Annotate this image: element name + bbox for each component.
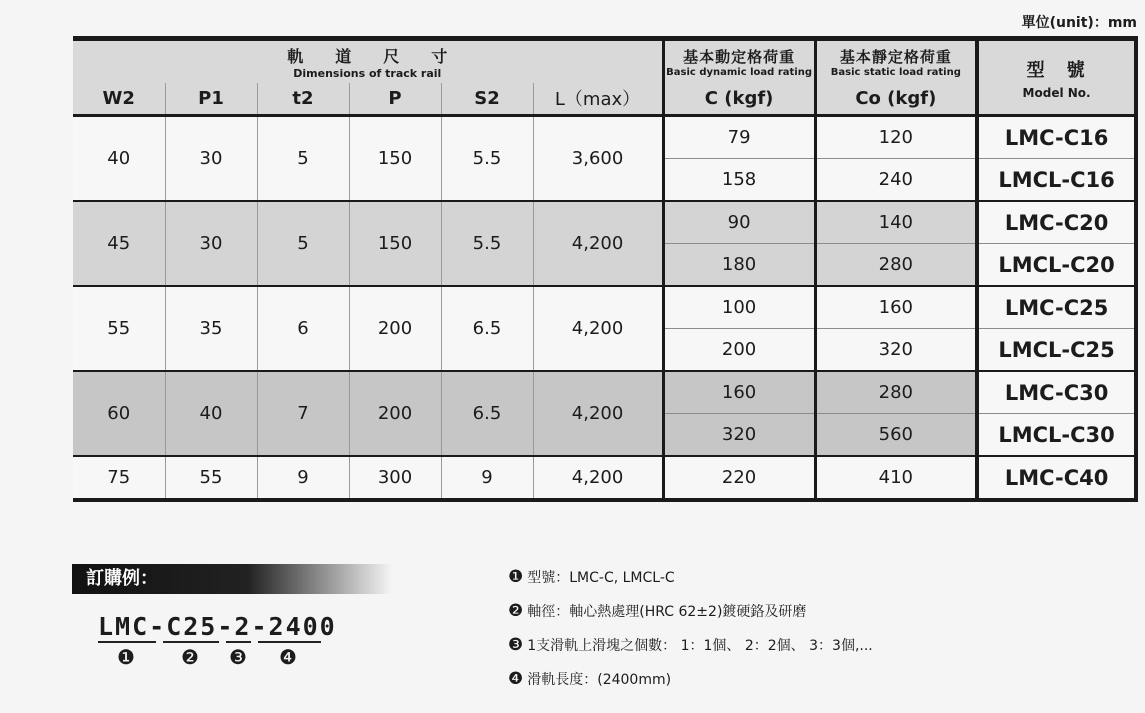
marker-2-icon: ❷ [181, 645, 199, 669]
legend-text: 型號：LMC-C, LMCL-C [527, 570, 675, 586]
cell-l: 3,600 [533, 116, 663, 202]
cell-w2: 60 [73, 371, 165, 456]
cell-co: 320 [815, 329, 977, 372]
cell-s2: 9 [441, 456, 533, 500]
col-t2: t2 [257, 83, 349, 116]
legend-text: 軸徑：軸心熱處理(HRC 62±2)鍍硬鉻及研磨 [527, 604, 807, 620]
dimensions-header-en: Dimensions of track rail [293, 66, 442, 80]
cell-t2: 9 [257, 456, 349, 500]
cell-w2: 75 [73, 456, 165, 500]
cell-c: 320 [663, 414, 815, 457]
cell-p: 300 [349, 456, 441, 500]
cell-s2: 5.5 [441, 201, 533, 286]
model-no: LMCL-C25 [977, 329, 1136, 372]
order-example-title: 訂購例： [72, 564, 392, 594]
legend-text: 1支滑軌上滑塊之個數： 1：1個、 2：2個、 3：3個,... [527, 638, 873, 654]
cell-t2: 7 [257, 371, 349, 456]
col-p1: P1 [165, 83, 257, 116]
model-header [977, 39, 1136, 116]
col-w2: W2 [73, 83, 165, 116]
model-no: LMCL-C16 [977, 159, 1136, 202]
dynamic-load-header-en: Basic dynamic load rating [666, 66, 812, 78]
col-c: C (kgf) [663, 83, 815, 116]
model-no: LMC-C20 [977, 201, 1136, 244]
dimensions-header [73, 39, 663, 83]
cell-c: 180 [663, 244, 815, 287]
static-load-header-cjk: 基本靜定格荷重 [839, 47, 952, 66]
legend-item [508, 668, 873, 702]
cell-co: 160 [815, 286, 977, 329]
marker-4-icon: ❹ [279, 645, 297, 669]
cell-t2: 5 [257, 116, 349, 202]
cell-w2: 40 [73, 116, 165, 202]
legend-marker-icon: ❶ [508, 567, 524, 587]
dynamic-load-header [663, 39, 815, 83]
cell-p: 150 [349, 201, 441, 286]
cell-w2: 55 [73, 286, 165, 371]
cell-p1: 30 [165, 201, 257, 286]
dimensions-header-cjk: 軌 道 尺 寸 [287, 46, 448, 66]
model-no: LMC-C30 [977, 371, 1136, 414]
cell-p: 200 [349, 286, 441, 371]
model-no: LMC-C25 [977, 286, 1136, 329]
static-load-header-en: Basic static load rating [830, 66, 961, 78]
table-row [73, 456, 1136, 500]
cell-c: 100 [663, 286, 815, 329]
table-row [73, 286, 1136, 329]
model-header-cjk: 型 號 [1026, 59, 1087, 81]
cell-c: 90 [663, 201, 815, 244]
legend-marker-icon: ❷ [508, 601, 524, 621]
cell-s2: 6.5 [441, 371, 533, 456]
table-row [73, 116, 1136, 159]
underline-1 [98, 641, 156, 643]
cell-s2: 5.5 [441, 116, 533, 202]
cell-co: 280 [815, 371, 977, 414]
cell-t2: 5 [257, 201, 349, 286]
cell-p1: 40 [165, 371, 257, 456]
model-no: LMCL-C30 [977, 414, 1136, 457]
legend-marker-icon: ❸ [508, 635, 524, 655]
cell-co: 120 [815, 116, 977, 159]
cell-t2: 6 [257, 286, 349, 371]
cell-c: 79 [663, 116, 815, 159]
table-row [73, 201, 1136, 244]
cell-p1: 35 [165, 286, 257, 371]
cell-p: 200 [349, 371, 441, 456]
cell-s2: 6.5 [441, 286, 533, 371]
model-no: LMC-C16 [977, 116, 1136, 159]
cell-p1: 30 [165, 116, 257, 202]
underline-3 [226, 641, 251, 643]
cell-c: 158 [663, 159, 815, 202]
dynamic-load-header-cjk: 基本動定格荷重 [683, 47, 796, 66]
cell-c: 200 [663, 329, 815, 372]
col-p: P [349, 83, 441, 116]
cell-co: 410 [815, 456, 977, 500]
cell-c: 220 [663, 456, 815, 500]
marker-1-icon: ❶ [117, 645, 135, 669]
legend-marker-icon: ❹ [508, 669, 524, 689]
cell-c: 160 [663, 371, 815, 414]
static-load-header [815, 39, 977, 83]
cell-l: 4,200 [533, 456, 663, 500]
cell-l: 4,200 [533, 201, 663, 286]
cell-l: 4,200 [533, 286, 663, 371]
col-co: Co (kgf) [815, 83, 977, 116]
order-legend [508, 566, 873, 702]
model-no: LMC-C40 [977, 456, 1136, 500]
legend-item [508, 600, 873, 634]
model-no: LMCL-C20 [977, 244, 1136, 287]
unit-label: 單位(unit)：mm [1021, 15, 1137, 31]
cell-l: 4,200 [533, 371, 663, 456]
col-l-max: L（max） [533, 83, 663, 116]
cell-co: 140 [815, 201, 977, 244]
underline-2 [163, 641, 219, 643]
cell-p: 150 [349, 116, 441, 202]
cell-co: 240 [815, 159, 977, 202]
underline-4 [258, 641, 321, 643]
spec-table-wrapper [73, 36, 1136, 502]
legend-text: 滑軌長度：(2400mm) [527, 672, 672, 688]
legend-item [508, 634, 873, 668]
cell-co: 280 [815, 244, 977, 287]
cell-w2: 45 [73, 201, 165, 286]
col-s2: S2 [441, 83, 533, 116]
model-header-en: Model No. [1022, 85, 1091, 100]
marker-3-icon: ❸ [229, 645, 247, 669]
cell-co: 560 [815, 414, 977, 457]
cell-p1: 55 [165, 456, 257, 500]
table-row [73, 371, 1136, 414]
legend-item [508, 566, 873, 600]
order-example-code: LMC-C25-2-2400 [98, 612, 337, 641]
spec-table [73, 36, 1138, 502]
